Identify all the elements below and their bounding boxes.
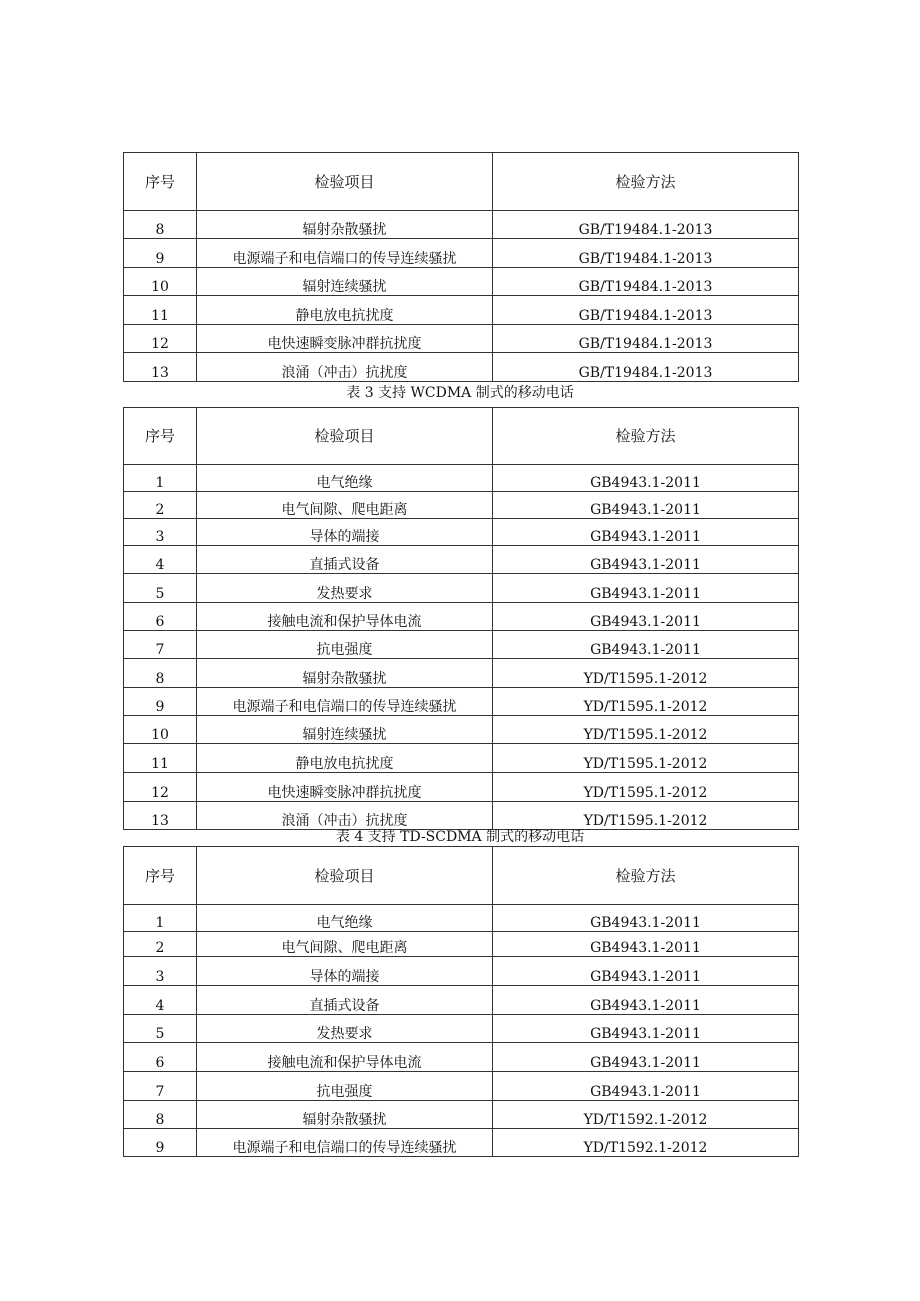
table-row bbox=[124, 603, 799, 631]
table-3 bbox=[123, 407, 799, 830]
method-cell: GB/T19484.1-2013 bbox=[493, 211, 799, 239]
table-row bbox=[124, 574, 799, 603]
index-cell: 13 bbox=[124, 353, 197, 382]
header-index-cell: 序号 bbox=[124, 847, 197, 905]
item-cell: 接触电流和保护导体电流 bbox=[197, 1043, 493, 1072]
index-cell: 2 bbox=[124, 932, 197, 957]
item-cell: 导体的端接 bbox=[197, 957, 493, 986]
index-cell: 10 bbox=[124, 268, 197, 296]
index-cell: 11 bbox=[124, 744, 197, 773]
item-cell: 辐射杂散骚扰 bbox=[197, 211, 493, 239]
method-cell: GB4943.1-2011 bbox=[493, 957, 799, 986]
method-cell: GB/T19484.1-2013 bbox=[493, 325, 799, 353]
table-header-row bbox=[124, 847, 799, 905]
index-cell: 10 bbox=[124, 716, 197, 744]
table-row bbox=[124, 1015, 799, 1043]
header-item-cell: 检验项目 bbox=[197, 153, 493, 211]
item-cell: 电快速瞬变脉冲群抗扰度 bbox=[197, 773, 493, 802]
index-cell: 3 bbox=[124, 957, 197, 986]
table-row bbox=[124, 1072, 799, 1101]
item-cell: 辐射连续骚扰 bbox=[197, 716, 493, 744]
table-row bbox=[124, 932, 799, 957]
table-header-row bbox=[124, 408, 799, 465]
method-cell: GB4943.1-2011 bbox=[493, 905, 799, 932]
table-header-row bbox=[124, 153, 799, 211]
method-cell: GB4943.1-2011 bbox=[493, 1043, 799, 1072]
table-4-caption: 表 4 支持 TD-SCDMA 制式的移动电话 bbox=[335, 829, 585, 845]
item-cell: 浪涌（冲击）抗扰度 bbox=[197, 353, 493, 382]
index-cell: 1 bbox=[124, 905, 197, 932]
item-cell: 电气绝缘 bbox=[197, 465, 493, 492]
header-index-cell: 序号 bbox=[124, 153, 197, 211]
header-method-cell: 检验方法 bbox=[493, 408, 799, 465]
item-cell: 直插式设备 bbox=[197, 986, 493, 1015]
method-cell: GB4943.1-2011 bbox=[493, 1015, 799, 1043]
method-cell: YD/T1595.1-2012 bbox=[493, 744, 799, 773]
table-row bbox=[124, 519, 799, 546]
table-row bbox=[124, 465, 799, 492]
table-row bbox=[124, 957, 799, 986]
index-cell: 7 bbox=[124, 1072, 197, 1101]
method-cell: GB/T19484.1-2013 bbox=[493, 353, 799, 382]
index-cell: 8 bbox=[124, 211, 197, 239]
item-cell: 电气绝缘 bbox=[197, 905, 493, 932]
method-cell: GB4943.1-2011 bbox=[493, 631, 799, 659]
method-cell: GB/T19484.1-2013 bbox=[493, 268, 799, 296]
table-3-caption: 表 3 支持 WCDMA 制式的移动电话 bbox=[346, 385, 574, 401]
method-cell: YD/T1592.1-2012 bbox=[493, 1101, 799, 1129]
method-cell: GB4943.1-2011 bbox=[493, 465, 799, 492]
item-cell: 静电放电抗扰度 bbox=[197, 296, 493, 325]
item-cell: 抗电强度 bbox=[197, 1072, 493, 1101]
item-cell: 电源端子和电信端口的传导连续骚扰 bbox=[197, 688, 493, 716]
item-cell: 导体的端接 bbox=[197, 519, 493, 546]
item-cell: 电源端子和电信端口的传导连续骚扰 bbox=[197, 1129, 493, 1157]
index-cell: 13 bbox=[124, 802, 197, 830]
index-cell: 7 bbox=[124, 631, 197, 659]
index-cell: 5 bbox=[124, 574, 197, 603]
table-2-continued bbox=[123, 152, 799, 382]
table-row bbox=[124, 546, 799, 574]
table-row bbox=[124, 296, 799, 325]
table-row bbox=[124, 716, 799, 744]
item-cell: 发热要求 bbox=[197, 1015, 493, 1043]
index-cell: 5 bbox=[124, 1015, 197, 1043]
header-item-cell: 检验项目 bbox=[197, 847, 493, 905]
method-cell: GB4943.1-2011 bbox=[493, 603, 799, 631]
method-cell: YD/T1595.1-2012 bbox=[493, 773, 799, 802]
method-cell: GB4943.1-2011 bbox=[493, 1072, 799, 1101]
table-row bbox=[124, 773, 799, 802]
item-cell: 接触电流和保护导体电流 bbox=[197, 603, 493, 631]
header-index-cell: 序号 bbox=[124, 408, 197, 465]
method-cell: GB4943.1-2011 bbox=[493, 492, 799, 519]
index-cell: 6 bbox=[124, 603, 197, 631]
table-row bbox=[124, 239, 799, 268]
table-row bbox=[124, 325, 799, 353]
item-cell: 辐射杂散骚扰 bbox=[197, 1101, 493, 1129]
method-cell: YD/T1595.1-2012 bbox=[493, 716, 799, 744]
method-cell: GB/T19484.1-2013 bbox=[493, 239, 799, 268]
item-cell: 辐射杂散骚扰 bbox=[197, 659, 493, 688]
method-cell: YD/T1592.1-2012 bbox=[493, 1129, 799, 1157]
index-cell: 8 bbox=[124, 1101, 197, 1129]
index-cell: 6 bbox=[124, 1043, 197, 1072]
method-cell: GB/T19484.1-2013 bbox=[493, 296, 799, 325]
table-4 bbox=[123, 846, 799, 1157]
table-row bbox=[124, 353, 799, 382]
index-cell: 9 bbox=[124, 239, 197, 268]
method-cell: YD/T1595.1-2012 bbox=[493, 659, 799, 688]
index-cell: 1 bbox=[124, 465, 197, 492]
table-row bbox=[124, 1129, 799, 1157]
item-cell: 电源端子和电信端口的传导连续骚扰 bbox=[197, 239, 493, 268]
table-row bbox=[124, 631, 799, 659]
item-cell: 抗电强度 bbox=[197, 631, 493, 659]
table-row bbox=[124, 905, 799, 932]
index-cell: 9 bbox=[124, 688, 197, 716]
table-row bbox=[124, 744, 799, 773]
table-row bbox=[124, 1043, 799, 1072]
method-cell: GB4943.1-2011 bbox=[493, 574, 799, 603]
item-cell: 电气间隙、爬电距离 bbox=[197, 932, 493, 957]
method-cell: YD/T1595.1-2012 bbox=[493, 688, 799, 716]
method-cell: GB4943.1-2011 bbox=[493, 546, 799, 574]
index-cell: 11 bbox=[124, 296, 197, 325]
header-method-cell: 检验方法 bbox=[493, 847, 799, 905]
item-cell: 电气间隙、爬电距离 bbox=[197, 492, 493, 519]
item-cell: 发热要求 bbox=[197, 574, 493, 603]
table-row bbox=[124, 1101, 799, 1129]
index-cell: 3 bbox=[124, 519, 197, 546]
index-cell: 9 bbox=[124, 1129, 197, 1157]
method-cell: GB4943.1-2011 bbox=[493, 932, 799, 957]
table-row bbox=[124, 492, 799, 519]
header-method-cell: 检验方法 bbox=[493, 153, 799, 211]
item-cell: 浪涌（冲击）抗扰度 bbox=[197, 802, 493, 830]
index-cell: 4 bbox=[124, 546, 197, 574]
method-cell: YD/T1595.1-2012 bbox=[493, 802, 799, 830]
table-row bbox=[124, 211, 799, 239]
table-row bbox=[124, 659, 799, 688]
index-cell: 2 bbox=[124, 492, 197, 519]
item-cell: 电快速瞬变脉冲群抗扰度 bbox=[197, 325, 493, 353]
header-item-cell: 检验项目 bbox=[197, 408, 493, 465]
table-row bbox=[124, 268, 799, 296]
method-cell: GB4943.1-2011 bbox=[493, 519, 799, 546]
index-cell: 12 bbox=[124, 325, 197, 353]
index-cell: 12 bbox=[124, 773, 197, 802]
table-row bbox=[124, 688, 799, 716]
item-cell: 静电放电抗扰度 bbox=[197, 744, 493, 773]
table-row bbox=[124, 986, 799, 1015]
item-cell: 直插式设备 bbox=[197, 546, 493, 574]
method-cell: GB4943.1-2011 bbox=[493, 986, 799, 1015]
item-cell: 辐射连续骚扰 bbox=[197, 268, 493, 296]
index-cell: 8 bbox=[124, 659, 197, 688]
index-cell: 4 bbox=[124, 986, 197, 1015]
table-row bbox=[124, 802, 799, 830]
